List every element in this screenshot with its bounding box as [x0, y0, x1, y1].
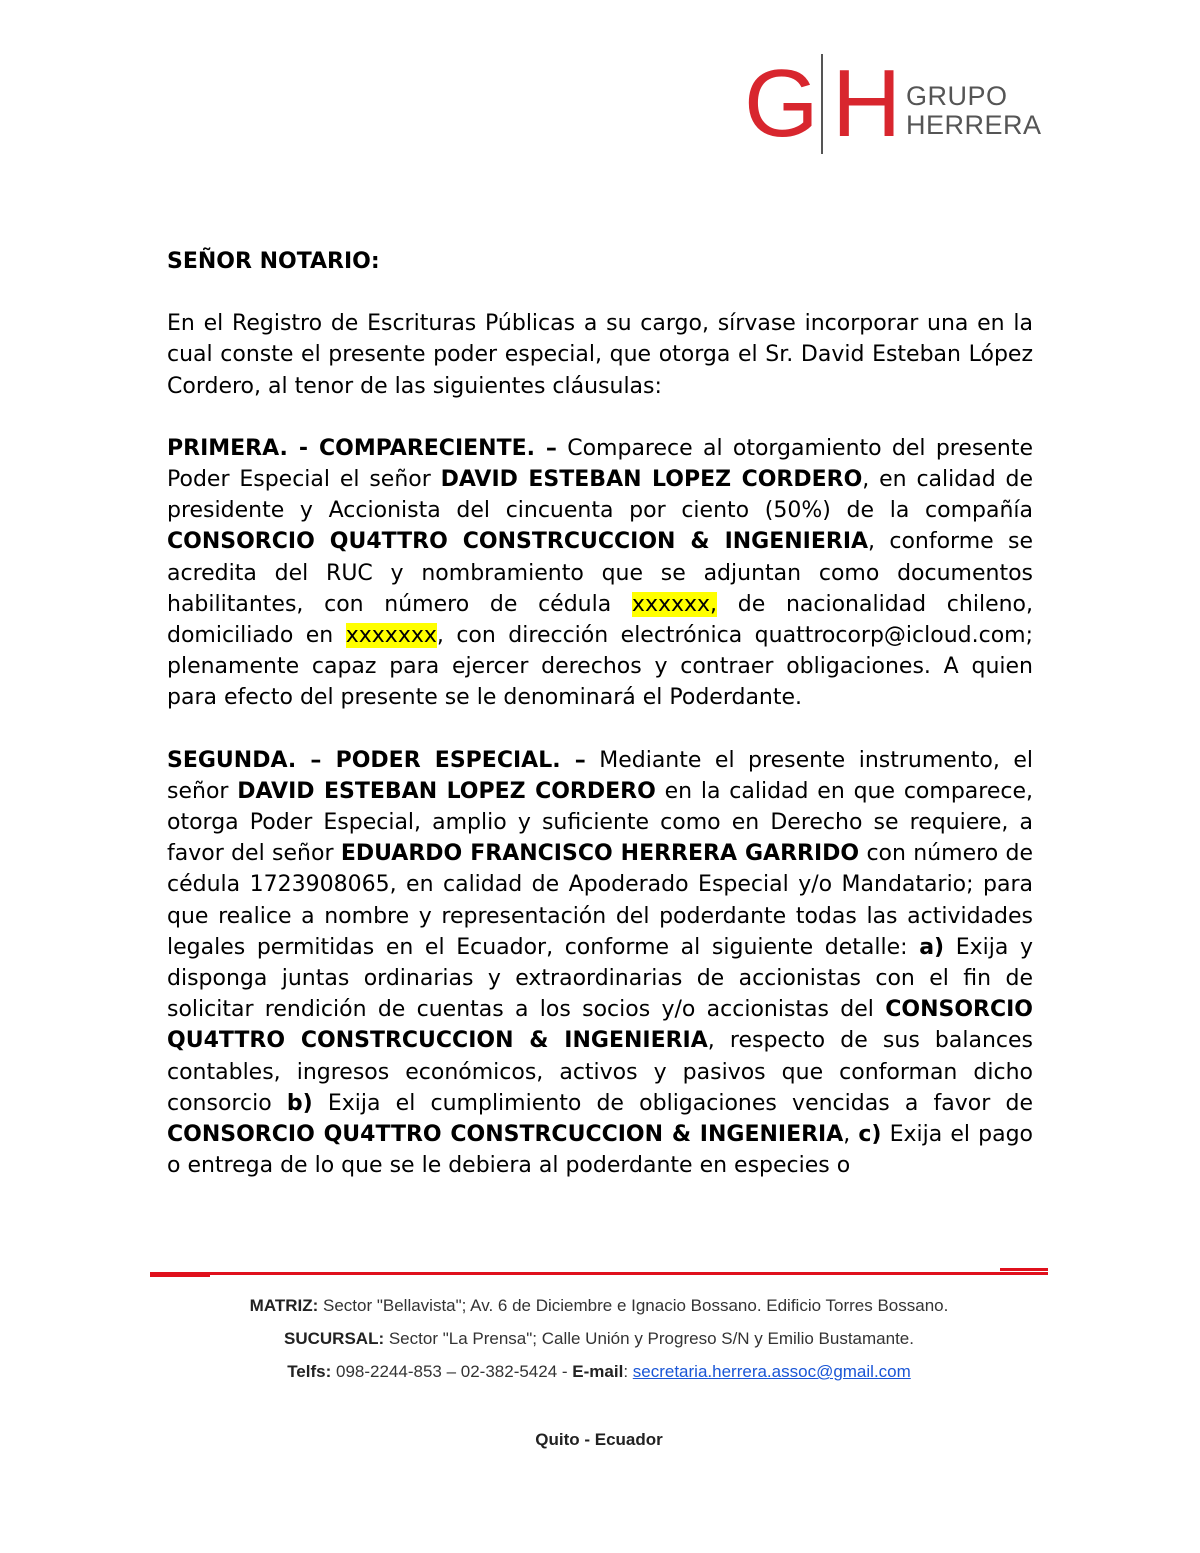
company-name: CONSORCIO QU4TTRO CONSTRCUCCION & INGENIERIA [167, 997, 1033, 1054]
page-footer [150, 1289, 1048, 1456]
email-link[interactable]: secretaria.herrera.assoc@gmail.com [632, 1362, 911, 1381]
item-c-label: c) [858, 1122, 882, 1148]
clause-primera-text-3: , conforme se acredita del RUC y nombramiento que se adjuntan como documentos habilitantes, con número de cédula [167, 529, 1033, 617]
sucursal-address: Sector "La Prensa"; Calle Unión y Progreso S/N y Emilio Bustamante. [384, 1329, 914, 1348]
cedula-placeholder-highlight: xxxxxx, [631, 591, 718, 617]
item-a-label: a) [919, 934, 945, 960]
domicilio-placeholder-highlight: xxxxxxx [345, 623, 437, 649]
clause-segunda-text-3: con número de cédula 1723908065, en calidad de Apoderado Especial y/o Mandatario; para que realice a nombre y representación del poderdante todas las actividades legales permitidas en el Ecuador, conforme al siguiente detalle: [167, 841, 1033, 960]
document-body [167, 246, 1033, 1212]
sucursal-label: SUCURSAL: [284, 1329, 385, 1348]
clause-primera-text-1: Comparece al otorgamiento del presente Poder Especial el señor [167, 435, 1033, 493]
email-label: E-mail [572, 1362, 624, 1381]
footer-contact [150, 1355, 1048, 1388]
footer-matriz [150, 1289, 1048, 1322]
email-separator: : [623, 1362, 633, 1381]
poderdante-name: DAVID ESTEBAN LOPEZ CORDERO [237, 778, 656, 804]
clause-primera-text-4: de nacionalidad chileno, domiciliado en [167, 591, 1034, 649]
clause-segunda-text-1: Mediante el presente instrumento, el señor [167, 747, 1033, 804]
clause-segunda-text-2: en la calidad en que comparece, otorga Poder Especial, amplio y suficiente como en Derecho se requiere, a favor del señor [167, 778, 1033, 867]
footer-sucursal [150, 1322, 1048, 1355]
poderdante-name: DAVID ESTEBAN LOPEZ CORDERO [440, 467, 863, 493]
clause-primera-heading: PRIMERA. - COMPARECIENTE. – [167, 435, 557, 461]
clause-segunda-text-4: Exija y disponga juntas ordinarias y extraordinarias de accionistas con el fin de solicitar rendición de cuentas a los socios y/o accionistas del [167, 934, 1034, 1023]
clause-primera-text-5: , con dirección electrónica quattrocorp@icloud.com; plenamente capaz para ejercer derechos y contraer obligaciones. A quien para efecto del presente se le denominará el Poderdante. [167, 623, 1033, 711]
logo-letter-g: G [744, 50, 819, 157]
matriz-address: Sector "Bellavista"; Av. 6 de Diciembre e Ignacio Bossano. Edificio Torres Bossano. [318, 1296, 949, 1315]
logo-divider [821, 54, 823, 154]
matriz-label: MATRIZ: [249, 1296, 319, 1315]
clause-segunda-text-5: , respecto de sus balances contables, ingresos económicos, activos y pasivos que conforman dicho consorcio [167, 1028, 1034, 1116]
addressee-text: SEÑOR NOTARIO: [167, 249, 380, 274]
telfs-label: Telfs: [287, 1362, 332, 1381]
footer-divider [150, 1272, 1048, 1275]
footer-divider-accent-right [1000, 1268, 1048, 1271]
clause-segunda-heading: SEGUNDA. – PODER ESPECIAL. – [167, 747, 586, 773]
footer-city: Quito - Ecuador [535, 1430, 663, 1449]
clause-segunda-text-7: , [843, 1122, 859, 1148]
addressee-heading [167, 246, 1033, 277]
clause-segunda [167, 745, 1033, 1182]
item-b-label: b) [286, 1090, 313, 1116]
phone-numbers: 098-2244-853 – 02-382-5424 - [331, 1362, 573, 1381]
clause-primera [167, 433, 1033, 714]
company-logo [744, 50, 1044, 157]
footer-divider-accent-left [150, 1274, 210, 1277]
company-name: CONSORCIO QU4TTRO CONSTRCUCCION & INGENIERIA [167, 1122, 844, 1148]
intro-paragraph: En el Registro de Escrituras Públicas a su cargo, sírvase incorporar una en la cual conste el presente poder especial, que otorga el Sr. David Esteban López Cordero, al tenor de las siguientes cláusulas: [167, 311, 1033, 399]
apoderado-name: EDUARDO FRANCISCO HERRERA GARRIDO [340, 841, 860, 867]
logo-letter-h: H [832, 50, 902, 157]
clause-segunda-text-8: Exija el pago o entrega de lo que se le debiera al poderdante en especies o [167, 1122, 1033, 1179]
company-name: CONSORCIO QU4TTRO CONSTRCUCCION & INGENIERIA [167, 529, 869, 555]
clause-segunda-text-6: Exija el cumplimiento de obligaciones vencidas a favor de [312, 1090, 1033, 1116]
logo-text-grupo: GRUPO [906, 81, 1008, 111]
logo-text-herrera: HERRERA [906, 110, 1042, 140]
clause-primera-text-2: , en calidad de presidente y Accionista del cincuenta por ciento (50%) de la compañía [167, 467, 1034, 524]
